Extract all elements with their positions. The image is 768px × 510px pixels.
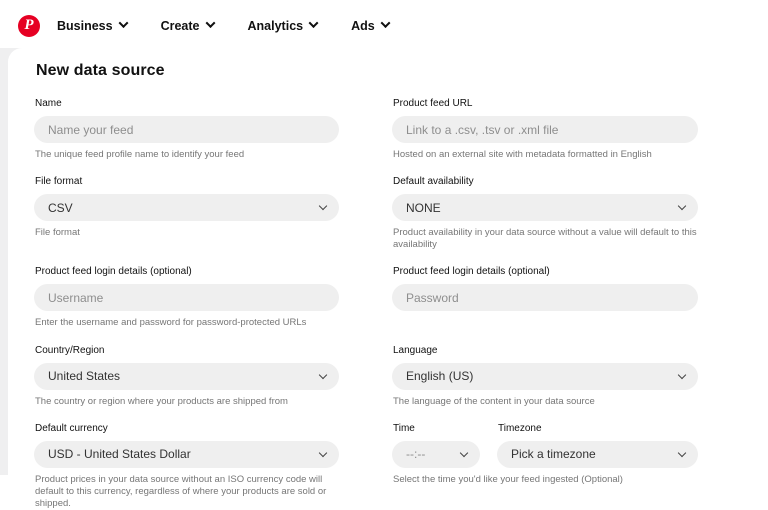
country-select[interactable] <box>34 363 339 390</box>
chevron-down-icon <box>319 202 327 210</box>
time-field-group <box>392 424 480 468</box>
top-navigation <box>0 3 768 48</box>
chevron-down-icon <box>380 18 390 28</box>
chevron-down-icon <box>309 18 319 28</box>
feed-url-label: Product feed URL <box>393 98 473 109</box>
username-helper: Enter the username and password for password-protected URLs <box>35 317 307 329</box>
data-source-form <box>34 99 738 510</box>
file-format-value: CSV <box>48 200 73 215</box>
time-label: Time <box>393 422 415 434</box>
country-field-group <box>34 346 339 408</box>
availability-field-group <box>392 177 698 251</box>
availability-label: Default availability <box>393 176 474 188</box>
timezone-select[interactable] <box>497 441 698 468</box>
currency-helper: Product prices in your data source without an ISO currency code will default to this currency, regardless of where your products are sold or shipped. <box>35 473 327 510</box>
page-title: New data source <box>36 62 165 79</box>
timezone-field-group <box>497 424 698 468</box>
nav-item-ads[interactable] <box>347 13 393 39</box>
language-field-group <box>392 346 698 408</box>
chevron-down-icon <box>319 449 327 457</box>
name-input[interactable] <box>34 116 339 143</box>
feed-url-field-group <box>392 99 698 161</box>
file-format-select[interactable] <box>34 194 339 221</box>
timezone-label: Timezone <box>498 422 542 434</box>
password-label: Product feed login details (optional) <box>393 266 550 278</box>
availability-helper: Product availability in your data source without a value will default to this availability <box>393 227 697 251</box>
language-value: English (US) <box>406 369 474 384</box>
chevron-down-icon <box>678 449 686 457</box>
language-helper: The language of the content in your data source <box>393 395 595 407</box>
chevron-down-icon <box>118 18 128 28</box>
schedule-helper: Select the time you'd like your feed ingested (Optional) <box>393 473 623 485</box>
nav-item-label: Ads <box>351 18 375 33</box>
password-field-group <box>392 267 698 329</box>
currency-label: Default currency <box>35 422 108 434</box>
time-select[interactable] <box>392 441 480 468</box>
availability-select[interactable] <box>392 194 698 221</box>
language-select[interactable] <box>392 363 698 390</box>
new-data-source-card <box>8 48 768 510</box>
nav-item-business[interactable] <box>53 13 131 39</box>
time-value: --:-- <box>406 447 426 462</box>
chevron-down-icon <box>678 202 686 210</box>
language-label: Language <box>393 344 438 356</box>
currency-value: USD - United States Dollar <box>48 447 191 462</box>
username-label: Product feed login details (optional) <box>35 266 192 278</box>
username-field-group <box>34 267 339 329</box>
chevron-down-icon <box>460 449 468 457</box>
currency-field-group <box>34 424 339 510</box>
pinterest-logo-icon[interactable]: P <box>18 15 40 37</box>
page-background <box>0 48 768 510</box>
name-label: Name <box>35 98 62 109</box>
chevron-down-icon <box>678 370 686 378</box>
country-value: United States <box>48 369 121 384</box>
name-helper: The unique feed profile name to identify your feed <box>35 149 245 160</box>
username-input[interactable] <box>34 284 339 311</box>
nav-item-label: Business <box>57 18 113 33</box>
schedule-field-group <box>392 424 698 510</box>
file-format-helper: File format <box>35 227 80 239</box>
nav-item-create[interactable] <box>157 13 218 39</box>
nav-item-label: Analytics <box>247 18 304 33</box>
feed-url-input[interactable] <box>392 116 698 143</box>
password-input[interactable] <box>392 284 698 311</box>
country-label: Country/Region <box>35 344 105 356</box>
chevron-down-icon <box>319 370 327 378</box>
feed-url-helper: Hosted on an external site with metadata formatted in English <box>393 149 652 160</box>
currency-select[interactable] <box>34 441 339 468</box>
name-field-group <box>34 99 339 161</box>
file-format-field-group <box>34 177 339 251</box>
timezone-value: Pick a timezone <box>511 447 596 462</box>
country-helper: The country or region where your products are shipped from <box>35 395 288 407</box>
availability-value: NONE <box>406 200 441 215</box>
file-format-label: File format <box>35 176 83 188</box>
nav-item-label: Create <box>160 18 200 33</box>
chevron-down-icon <box>205 18 215 28</box>
nav-item-analytics[interactable] <box>244 13 322 39</box>
